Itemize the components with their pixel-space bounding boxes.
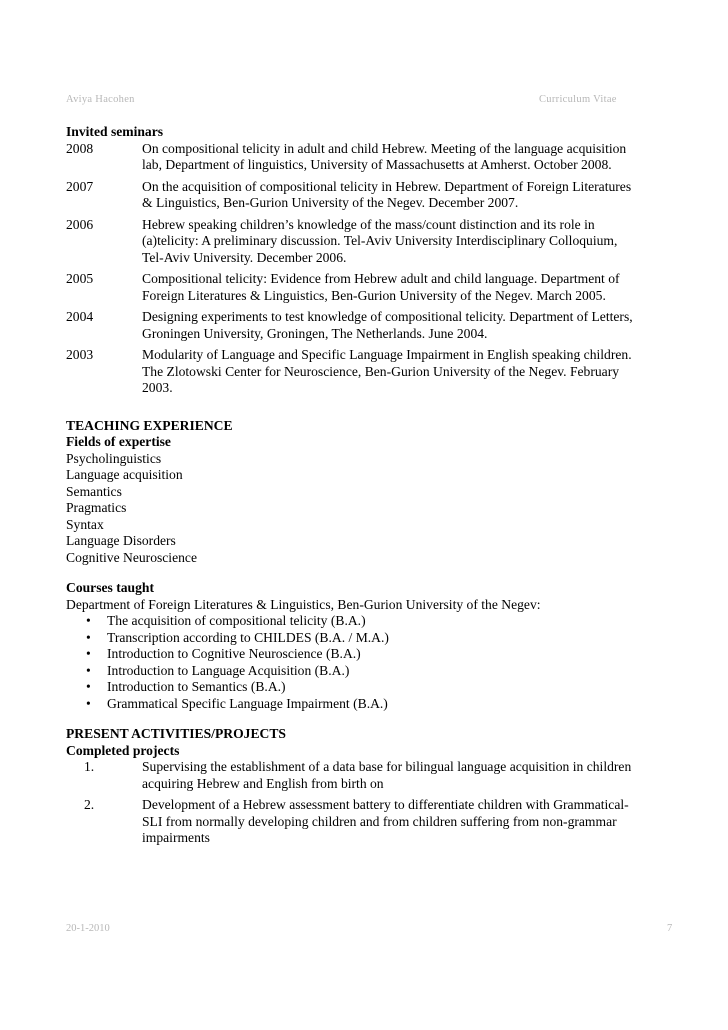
seminar-line: The Zlotowski Center for Neuroscience, Ben-Gurion University of the Negev. February	[142, 363, 620, 379]
document-body	[66, 124, 666, 852]
course-item	[86, 679, 666, 696]
seminar-year: 2007	[66, 178, 94, 194]
seminar-line: Foreign Literatures & Linguistics, Ben-Gurion University of the Negev. March 2005.	[142, 287, 606, 303]
invited-seminars-heading: Invited seminars	[66, 124, 164, 139]
seminar-line: lab, Department of linguistics, University of Massachusetts at Amherst. October 2008.	[142, 157, 612, 172]
course-label: Transcription according to CHILDES (B.A. / M.A.)	[107, 629, 389, 645]
course-label: Grammatical Specific Language Impairment (B.A.)	[107, 695, 388, 711]
seminar-line: Tel-Aviv University. December 2006.	[142, 249, 347, 265]
seminar-row	[66, 217, 666, 267]
seminar-row	[66, 271, 666, 304]
seminar-year: 2008	[66, 140, 94, 156]
seminar-row	[66, 309, 666, 342]
course-label: Introduction to Semantics (B.A.)	[107, 679, 286, 694]
seminar-description	[142, 309, 666, 342]
field-item: Pragmatics	[66, 500, 127, 515]
seminar-line: On compositional telicity in adult and child Hebrew. Meeting of the language acquisition	[142, 140, 627, 156]
seminar-row	[66, 179, 666, 212]
bullet-icon: •	[86, 646, 91, 661]
seminar-description	[142, 141, 666, 174]
section-spacer	[66, 566, 666, 580]
projects-list	[66, 759, 666, 847]
completed-projects-heading: Completed projects	[66, 742, 180, 758]
seminar-line: Compositional telicity: Evidence from Hebrew adult and child language. Department of	[142, 271, 620, 286]
course-label: Introduction to Language Acquisition (B.A.)	[107, 662, 350, 678]
project-line: impairments	[142, 830, 210, 845]
course-item	[86, 663, 666, 680]
seminars-list	[66, 141, 666, 397]
project-row	[66, 759, 666, 792]
field-item: Psycholinguistics	[66, 450, 162, 466]
projects-heading: PRESENT ACTIVITIES/PROJECTS	[66, 726, 286, 741]
project-description	[142, 797, 666, 847]
course-item	[86, 613, 666, 630]
footer-page-number: 7	[667, 923, 673, 934]
header-author: Aviya Hacohen	[66, 94, 135, 105]
field-item: Syntax	[66, 516, 104, 532]
project-line: SLI from normally developing children and from children suffering from non-grammar	[142, 813, 617, 829]
footer-date: 20-1-2010	[66, 923, 110, 934]
field-item: Language acquisition	[66, 467, 183, 482]
project-number: 1.	[84, 759, 95, 774]
course-label: Introduction to Cognitive Neuroscience (B.A.)	[107, 646, 361, 661]
courses-list	[66, 613, 666, 712]
course-item	[86, 646, 666, 663]
seminar-line: Modularity of Language and Specific Language Impairment in English speaking children.	[142, 347, 632, 362]
project-line: acquiring Hebrew and English from birth on	[142, 775, 384, 791]
bullet-icon: •	[86, 662, 91, 678]
seminar-line: 2003.	[142, 380, 173, 395]
bullet-icon: •	[86, 613, 91, 628]
seminar-row	[66, 141, 666, 174]
bullet-icon: •	[86, 679, 91, 694]
course-item	[86, 696, 666, 713]
fields-heading: Fields of expertise	[66, 434, 171, 449]
seminar-description	[142, 271, 666, 304]
project-line: Development of a Hebrew assessment battery to differentiate children with Grammatical-	[142, 797, 629, 812]
seminar-line: Hebrew speaking children’s knowledge of the mass/count distinction and its role in	[142, 216, 595, 232]
seminar-year: 2006	[66, 216, 94, 232]
header-doc-title: Curriculum Vitae	[539, 94, 617, 105]
seminar-year: 2003	[66, 347, 94, 362]
fields-list	[66, 451, 666, 567]
seminar-line: & Linguistics, Ben-Gurion University of the Negev. December 2007.	[142, 195, 519, 210]
section-spacer	[66, 712, 666, 726]
seminar-description	[142, 347, 666, 397]
project-line: Supervising the establishment of a data base for bilingual language acquisition in children	[142, 759, 632, 774]
project-description	[142, 759, 666, 792]
teaching-heading: TEACHING EXPERIENCE	[66, 417, 233, 433]
seminar-description	[142, 179, 666, 212]
seminar-year: 2004	[66, 309, 94, 324]
course-label: The acquisition of compositional telicity (B.A.)	[107, 613, 366, 628]
project-row	[66, 797, 666, 847]
field-item: Semantics	[66, 483, 122, 499]
bullet-icon: •	[86, 629, 91, 645]
field-item: Cognitive Neuroscience	[66, 549, 197, 565]
section-spacer	[66, 402, 666, 418]
seminar-description	[142, 217, 666, 267]
seminar-line: On the acquisition of compositional telicity in Hebrew. Department of Foreign Literatures	[142, 178, 632, 194]
project-number: 2.	[84, 797, 95, 812]
bullet-icon: •	[86, 695, 91, 711]
seminar-year: 2005	[66, 271, 94, 286]
course-item	[86, 630, 666, 647]
courses-intro: Department of Foreign Literatures & Linguistics, Ben-Gurion University of the Negev:	[66, 596, 541, 612]
field-item: Language Disorders	[66, 533, 176, 548]
seminar-line: Designing experiments to test knowledge of compositional telicity. Department of Letters,	[142, 309, 633, 324]
courses-heading: Courses taught	[66, 580, 154, 595]
seminar-line: Groningen University, Groningen, The Netherlands. June 2004.	[142, 325, 488, 341]
seminar-row	[66, 347, 666, 397]
seminar-line: (a)telicity: A preliminary discussion. Tel-Aviv University Interdisciplinary Colloquium,	[142, 233, 618, 248]
